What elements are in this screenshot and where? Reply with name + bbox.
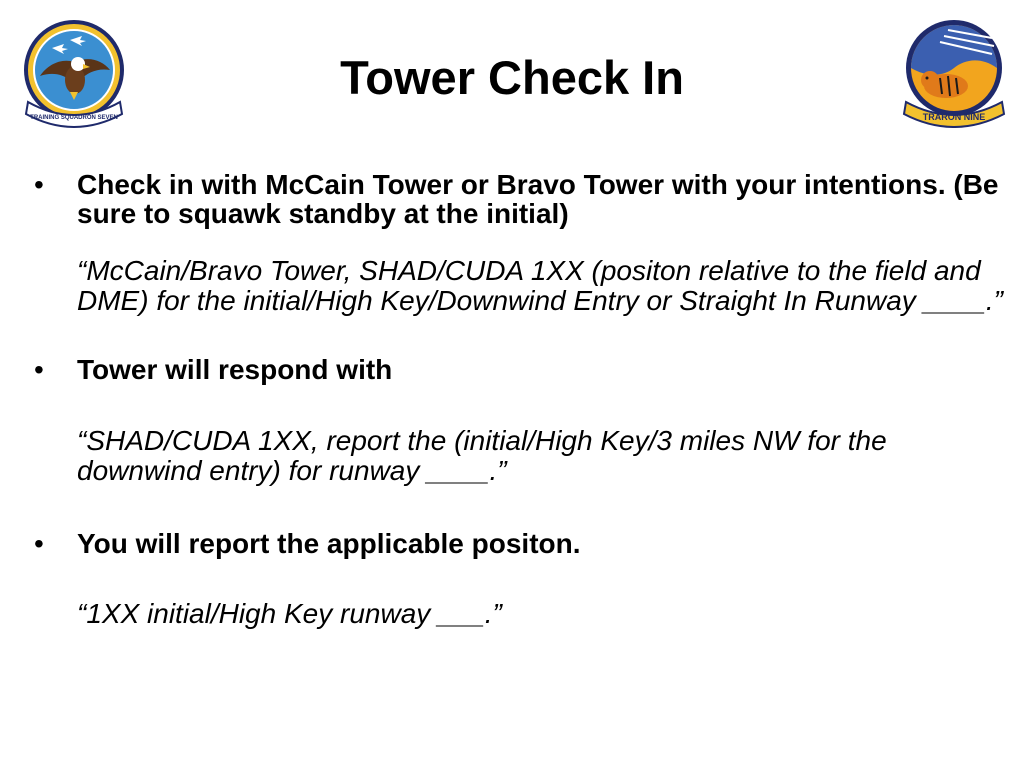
radio-call-quote: “SHAD/CUDA 1XX, report the (initial/High Key/3 miles NW for the downwind entry) for runway ____.” [77,425,887,486]
bullet-text: Tower will respond with [77,354,393,385]
bullet-glyph: • [34,354,44,385]
traron-nine-logo [900,16,1008,128]
bullet-text: You will report the applicable positon. [77,528,581,559]
tiger-squadron-emblem-icon [900,16,1008,128]
bullet-glyph: • [34,169,44,200]
bullet-glyph: • [34,528,44,559]
slide-content [34,170,1004,629]
radio-call-quote: “1XX initial/High Key runway ___.” [77,598,502,629]
radio-call-quote: “McCain/Bravo Tower, SHAD/CUDA 1XX (positon relative to the field and DME) for the initial/High Key/Downwind Entry or Straight In Runway ____.” [77,255,1003,316]
bullet-item [34,355,1004,384]
slide-title: Tower Check In [340,51,684,104]
left-logo-banner-text: TRAINING SQUADRON SEVEN [30,115,118,121]
bullet-item [34,529,1004,558]
right-logo-banner-text: TRARON NINE [922,112,986,122]
bullet-item [34,170,1004,228]
bullet-text: Check in with McCain Tower or Bravo Tower with your intentions. (Be sure to squawk standby at the initial) [77,169,999,229]
